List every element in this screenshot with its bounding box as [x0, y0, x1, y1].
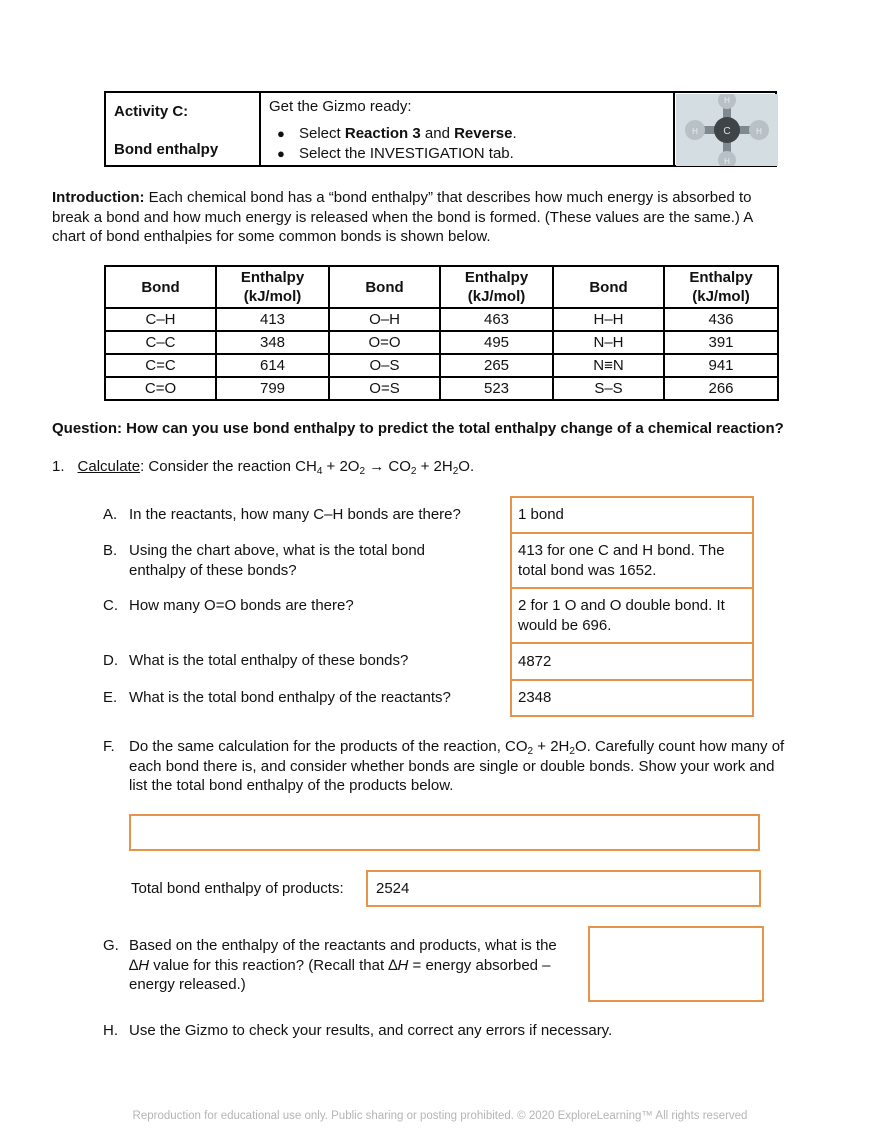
products-total-label: Total bond enthalpy of products:: [131, 880, 344, 897]
setup-step-1: ● Select Reaction 3 and Reverse.: [261, 124, 517, 144]
activity-topic: Bond enthalpy: [114, 141, 219, 158]
delta-h-answer-field[interactable]: [588, 926, 764, 1002]
setup-step-2: ● Select the INVESTIGATION tab.: [261, 144, 517, 164]
introduction-paragraph: Introduction: Each chemical bond has a “bond enthalpy” that describes how much energy is absorbed to break a bond and how much energy is released when the bond is formed. (These values are the same.) A chart of bond enthalpies for some common bonds is shown below.: [52, 189, 754, 245]
products-total-field[interactable]: 2524: [366, 870, 761, 907]
activity-label: Activity C:: [114, 103, 189, 120]
part-b-question: B. Using the chart above, what is the total bond enthalpy of these bonds?: [103, 542, 426, 579]
molecule-image-cell: [675, 93, 775, 165]
answer-d-field[interactable]: 4872: [518, 653, 552, 670]
setup-steps: [261, 124, 517, 164]
svg-text:H: H: [724, 157, 730, 166]
gizmo-ready-label: Get the Gizmo ready:: [269, 98, 412, 115]
question-1: 1. Calculate: Consider the reaction $CH_4 + 2O_2 \to CO_2 + 2H_2O$.: [52, 458, 475, 477]
part-a-question: A. In the reactants, how many C–H bonds are there?: [103, 506, 461, 523]
answer-e-field[interactable]: 2348: [518, 689, 552, 706]
answer-b-field[interactable]: 413 for one C and H bond. The total bond was 1652.: [518, 542, 725, 579]
svg-text:H: H: [692, 127, 698, 136]
calculate-label: Calculate: [77, 458, 141, 475]
part-g-question: G. Based on the enthalpy of the reactants and products, what is the ∆H value for this reaction? (Recall that ∆H = energy absorbed – energy released.): [103, 937, 557, 993]
methane-molecule-image: [676, 94, 778, 166]
carbon-label: C: [723, 126, 731, 137]
activity-title-cell: [106, 93, 261, 165]
part-h-instruction: H. Use the Gizmo to check your results, and correct any errors if necessary.: [103, 1022, 613, 1039]
part-e-question: E. What is the total bond enthalpy of the reactants?: [103, 689, 451, 706]
table-row: C–H 413 O–H 463 H–H 436: [105, 308, 778, 331]
activity-header-table: [104, 91, 777, 167]
answer-c-field[interactable]: 2 for 1 O and O double bond. It would be 696.: [518, 597, 725, 634]
table-row: C–C 348 O=O 495 N–H 391: [105, 331, 778, 354]
table-row: C=C 614 O–S 265 N≡N 941: [105, 354, 778, 377]
svg-text:H: H: [756, 127, 762, 136]
part-d-question: D. What is the total enthalpy of these bonds?: [103, 652, 409, 669]
bond-enthalpy-table: [104, 265, 779, 401]
part-f-question: F. Do the same calculation for the products of the reaction, $CO_2 + 2H_2O$. Carefully count how many of each bond there is, and consider whether bonds are single or double bonds. Show your work and list the total bond enthalpy of the products below.: [103, 738, 785, 794]
part-c-question: C. How many O=O bonds are there?: [103, 597, 354, 614]
part-f-work-field[interactable]: [129, 814, 760, 851]
intro-label: Introduction:: [52, 189, 145, 206]
table-row: C=O 799 O=S 523 S–S 266: [105, 377, 778, 400]
gizmo-setup-cell: [261, 93, 675, 165]
main-question: Question: How can you use bond enthalpy to predict the total enthalpy change of a chemical reaction?: [52, 420, 784, 437]
copyright-footer: Reproduction for educational use only. Public sharing or posting prohibited. © 2020 ExploreLearning™ All rights reserved: [132, 1110, 748, 1122]
table-header-row: Bond Enthalpy (kJ/mol) Bond Enthalpy (kJ/mol) Bond Enthalpy (kJ/mol): [105, 266, 778, 308]
svg-text:H: H: [724, 96, 730, 105]
answer-a-field[interactable]: 1 bond: [518, 506, 564, 523]
